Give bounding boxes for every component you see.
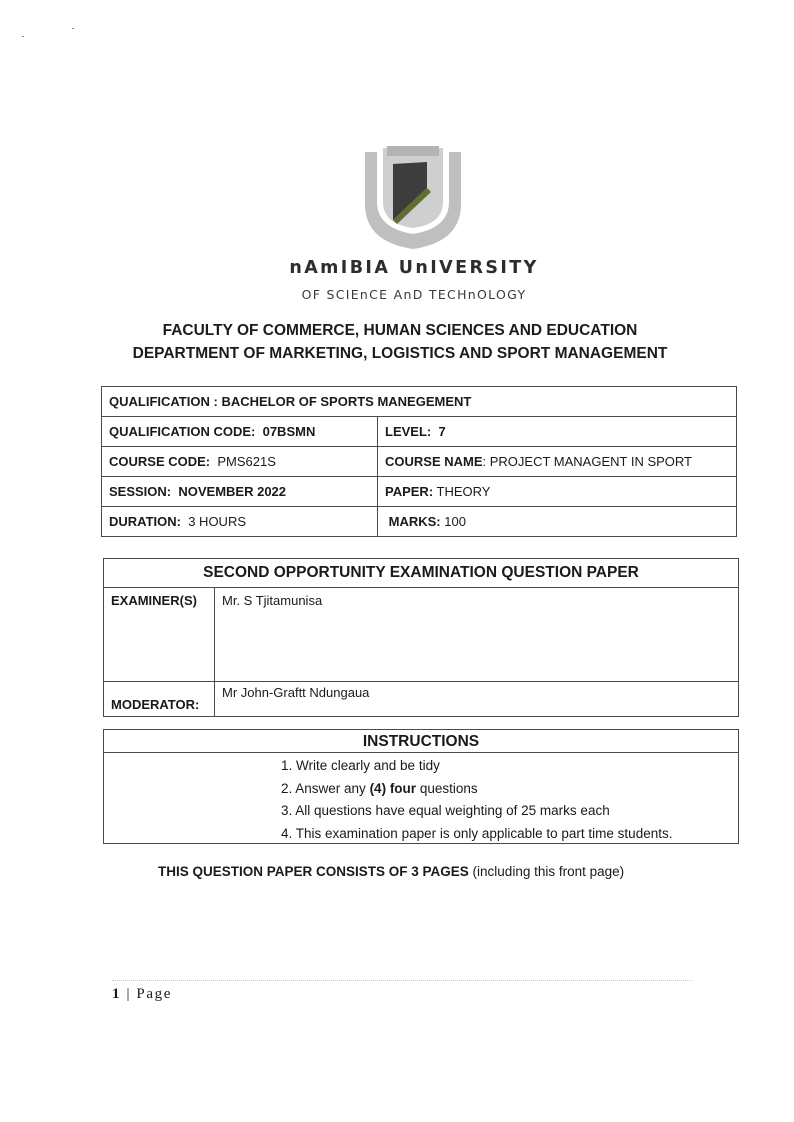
- session-cell: [102, 477, 378, 507]
- page-footer: [112, 986, 172, 1003]
- instruction-item: 3. All questions have equal weighting of 25 marks each: [281, 803, 610, 818]
- instruction-item: 1. Write clearly and be tidy: [281, 758, 440, 773]
- page-count-note: [158, 864, 624, 879]
- session-value: NOVEMBER 2022: [178, 484, 287, 499]
- university-name: nAmIBIA UnIVERSITY: [289, 258, 539, 278]
- paper-value: THEORY: [436, 484, 491, 499]
- course-row: [102, 447, 737, 477]
- qualification-code-row: [102, 417, 737, 447]
- instruction-2-pre: 2. Answer any: [281, 780, 370, 796]
- page-number: 1: [112, 986, 122, 1002]
- marks-label: MARKS:: [388, 514, 441, 529]
- instruction-2-emphasis: (4) four: [369, 780, 417, 796]
- scan-specks: [22, 28, 82, 42]
- session-label: SESSION:: [109, 484, 172, 499]
- exam-title: SECOND OPPORTUNITY EXAMINATION QUESTION PAPER: [104, 559, 739, 588]
- instructions-title: INSTRUCTIONS: [104, 730, 738, 753]
- course-name-cell: [378, 447, 737, 477]
- duration-row: [102, 507, 737, 537]
- page-count-bold: THIS QUESTION PAPER CONSISTS OF 3 PAGES: [158, 864, 469, 879]
- duration-label: DURATION:: [109, 514, 181, 529]
- footer-divider: [112, 980, 692, 981]
- level-value: 7: [438, 424, 446, 439]
- course-code-cell: [102, 447, 378, 477]
- duration-cell: [102, 507, 378, 537]
- level-label: LEVEL:: [385, 424, 432, 439]
- instruction-2-post: questions: [416, 780, 478, 796]
- qualification-value: BACHELOR OF SPORTS MANEGEMENT: [221, 394, 472, 409]
- moderator-row: [104, 682, 739, 717]
- qualification-row: [102, 387, 737, 417]
- session-row: [102, 477, 737, 507]
- exam-table: [103, 558, 739, 717]
- examiner-label: EXAMINER(S): [104, 588, 215, 682]
- qualification-code-value: 07BSMN: [262, 424, 316, 439]
- page-count-rest: (including this front page): [468, 864, 625, 879]
- paper-cell: [378, 477, 737, 507]
- faculty-title: FACULTY OF COMMERCE, HUMAN SCIENCES AND EDUCATION: [162, 322, 638, 339]
- instruction-item: [281, 778, 672, 801]
- examiner-row: [104, 588, 739, 682]
- exam-title-row: [104, 559, 739, 588]
- level-cell: [378, 417, 737, 447]
- duration-value: 3 HOURS: [188, 514, 247, 529]
- course-code-value: PMS621S: [217, 454, 276, 469]
- university-logo: [363, 144, 463, 250]
- page-separator: |: [121, 986, 137, 1002]
- course-code-label: COURSE CODE:: [109, 454, 211, 469]
- page-word: Page: [136, 986, 172, 1002]
- course-name-value: : PROJECT MANAGENT IN SPORT: [482, 454, 692, 469]
- qualification-code-cell: [102, 417, 378, 447]
- qualification-label: QUALIFICATION :: [109, 394, 218, 409]
- university-subtitle: OF SCIEnCE AnD TECHnOLOGY: [301, 287, 527, 302]
- moderator-value: Mr John-Graftt Ndungaua: [215, 682, 739, 717]
- moderator-label: MODERATOR:: [104, 682, 215, 717]
- qualification-table: [101, 386, 737, 537]
- department-title: DEPARTMENT OF MARKETING, LOGISTICS AND SPORT MANAGEMENT: [132, 345, 668, 362]
- qualification-code-label: QUALIFICATION CODE:: [109, 424, 256, 439]
- course-name-label: COURSE NAME: [385, 454, 483, 469]
- marks-value: 100: [444, 514, 466, 529]
- instruction-item: 4. This examination paper is only applicable to part time students.: [281, 825, 673, 841]
- instructions-box: [103, 729, 739, 844]
- paper-label: PAPER:: [385, 484, 434, 499]
- examiner-value: Mr. S Tjitamunisa: [215, 588, 739, 682]
- marks-cell: [378, 507, 737, 537]
- qualification-cell: [102, 387, 737, 417]
- instructions-list: [281, 755, 672, 845]
